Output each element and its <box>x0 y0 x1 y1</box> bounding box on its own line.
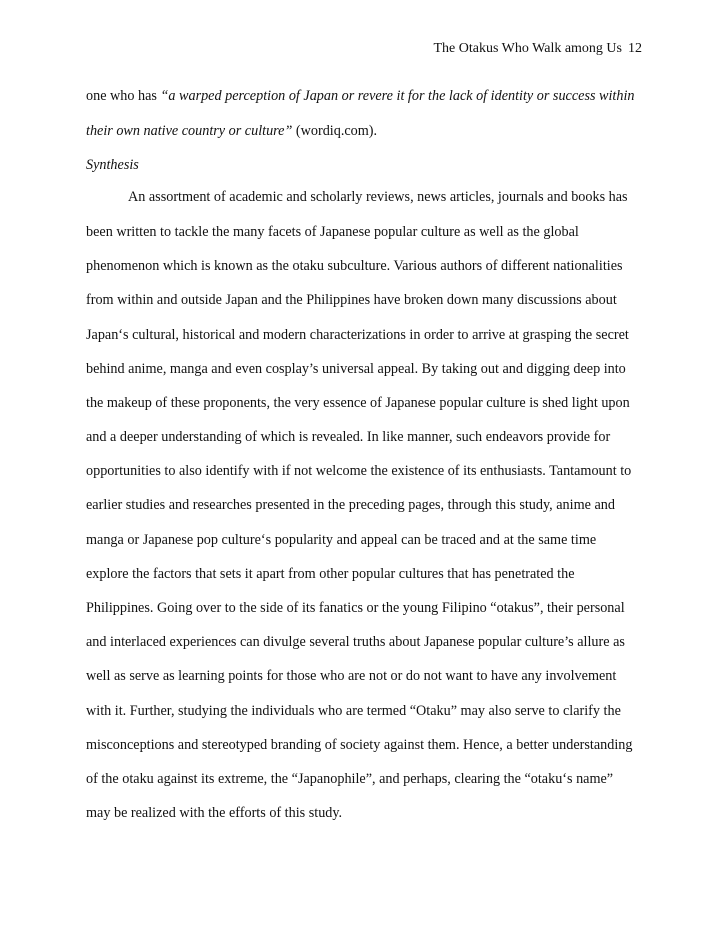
paragraph-line: An assortment of academic and scholarly reviews, news articles, journals and books has <box>128 189 628 205</box>
intro-plain-text: one who has <box>86 88 161 104</box>
paragraph-line: well as serve as learning points for those who are not or do not want to have any involvement <box>86 668 617 684</box>
intro-line-2 <box>86 122 377 140</box>
paragraph-line: explore the factors that sets it apart from other popular cultures that has penetrated the <box>86 566 575 582</box>
paragraph-line: behind anime, manga and even cosplay’s universal appeal. By taking out and digging deep into <box>86 361 626 377</box>
paragraph-line: and a deeper understanding of which is revealed. In like manner, such endeavors provide for <box>86 429 611 445</box>
paragraph-line: misconceptions and stereotyped branding of society against them. Hence, a better understanding <box>86 737 633 753</box>
paragraph-line: manga or Japanese pop culture‘s popularity and appeal can be traced and at the same time <box>86 532 597 548</box>
paragraph-line: earlier studies and researches presented in the preceding pages, through this study, anime and <box>86 497 615 513</box>
running-header <box>434 40 643 58</box>
intro-quote-part-1: “a warped perception of Japan or revere it for the lack of identity or success within <box>160 88 635 104</box>
paragraph-line: and interlaced experiences can divulge several truths about Japanese popular culture’s allure as <box>86 634 625 650</box>
paragraph-line: Philippines. Going over to the side of its fanatics or the young Filipino “otakus”, their personal <box>86 600 625 616</box>
paragraph-line: phenomenon which is known as the otaku subculture. Various authors of different nationalities <box>86 258 623 274</box>
paragraph-line: may be realized with the efforts of this study. <box>86 805 343 821</box>
paragraph-line: Japan‘s cultural, historical and modern characterizations in order to arrive at grasping the secret <box>86 327 629 343</box>
intro-quote-part-2: their own native country or culture” <box>86 123 293 139</box>
paragraph-line: with it. Further, studying the individuals who are termed “Otaku” may also serve to clarify the <box>86 703 621 719</box>
intro-citation: (wordiq.com). <box>292 123 378 139</box>
paragraph-line: of the otaku against its extreme, the “Japanophile”, and perhaps, clearing the “otaku‘s name” <box>86 771 614 787</box>
intro-line-1 <box>86 87 635 105</box>
running-title: The Otakus Who Walk among Us <box>433 41 622 56</box>
paragraph-line: the makeup of these proponents, the very essence of Japanese popular culture is shed light upon <box>86 395 630 411</box>
page-number: 12 <box>628 41 642 56</box>
section-heading: Synthesis <box>86 157 139 173</box>
paragraph-line: from within and outside Japan and the Philippines have broken down many discussions about <box>86 292 617 308</box>
paragraph-line: opportunities to also identify with if not welcome the existence of its enthusiasts. Tantamount to <box>86 463 632 479</box>
paragraph-line: been written to tackle the many facets of Japanese popular culture as well as the global <box>86 224 579 240</box>
